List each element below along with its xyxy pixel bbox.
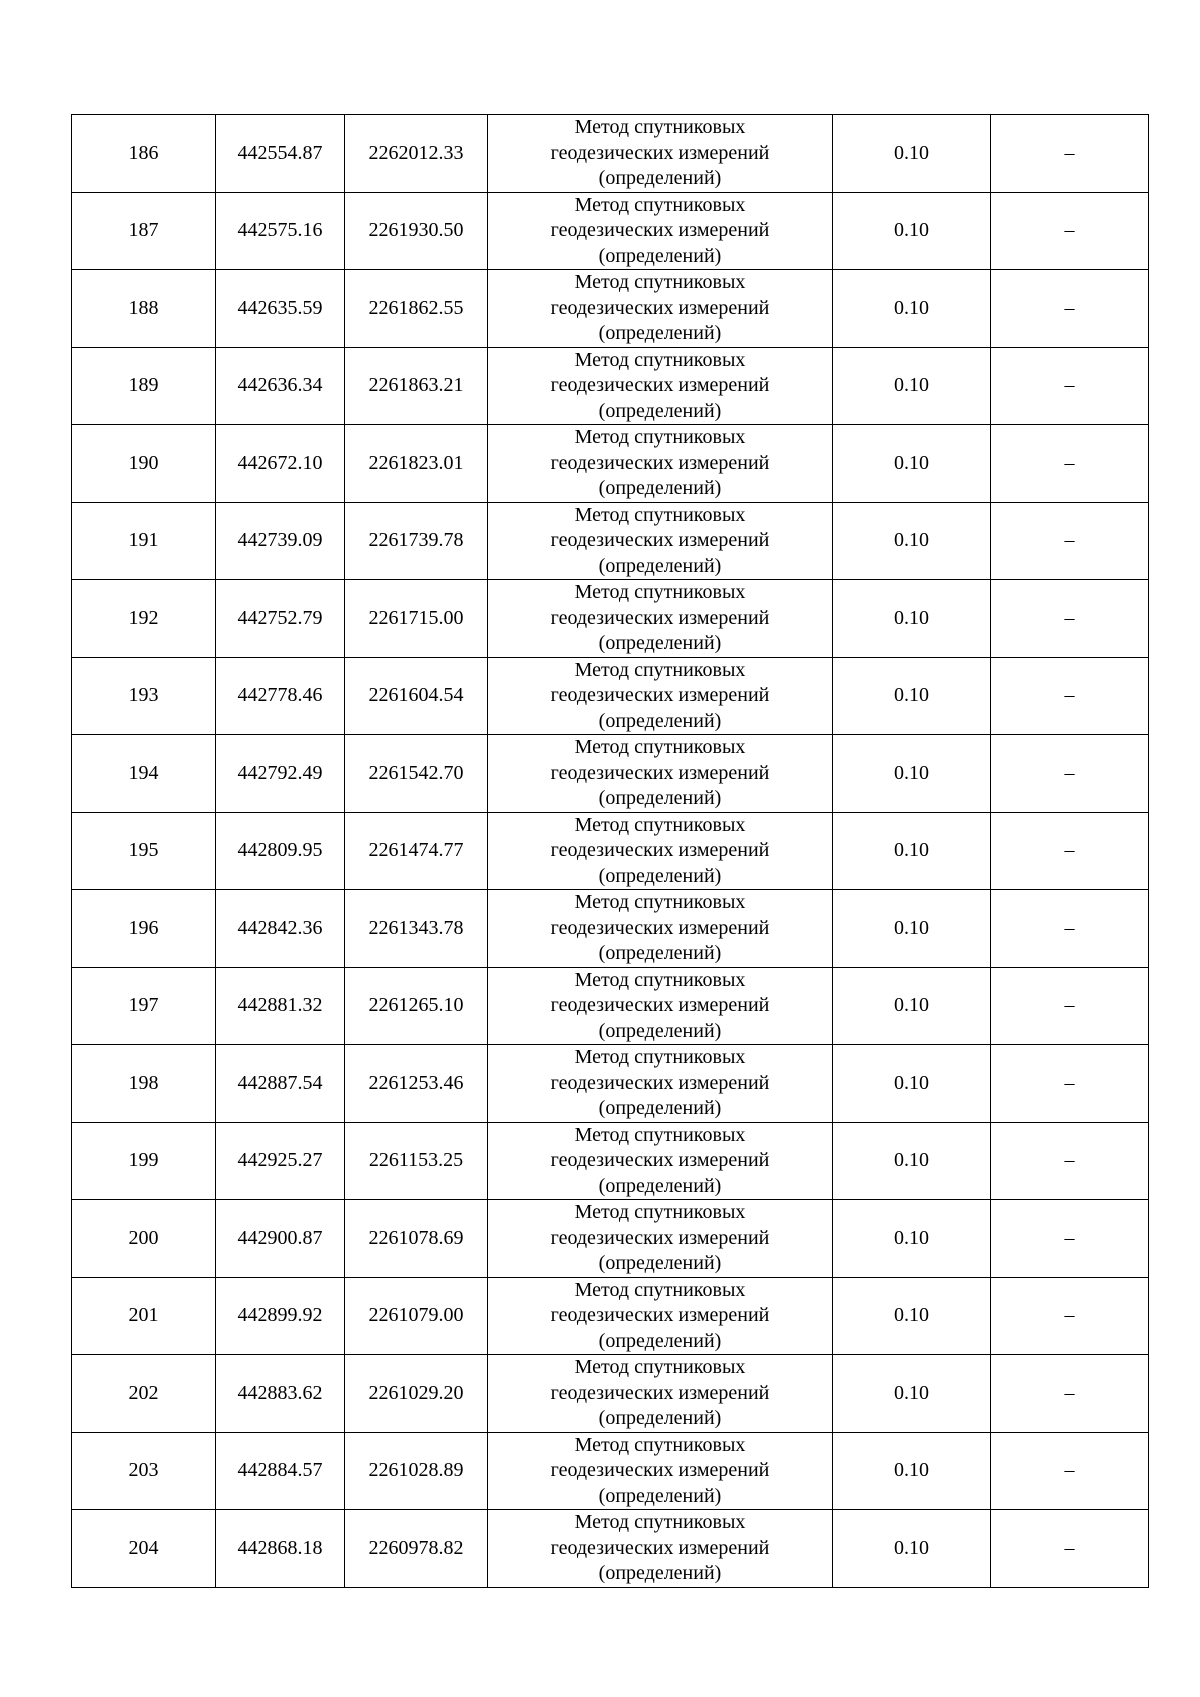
method-text-line: Метод спутниковых — [574, 193, 746, 216]
x-coordinate-cell: 442752.79 — [216, 580, 345, 658]
method-text-line: (определений) — [598, 1562, 722, 1584]
method-cell — [488, 1200, 833, 1278]
method-text-line: геодезических измерений — [550, 916, 770, 939]
method-text-line: (определений) — [598, 709, 722, 732]
note-cell: – — [991, 1432, 1149, 1510]
table-row — [72, 1510, 1149, 1588]
point-number-cell: 194 — [72, 735, 216, 813]
note-cell: – — [991, 1510, 1149, 1588]
note-cell: – — [991, 1200, 1149, 1278]
table-row — [72, 115, 1149, 193]
method-text-line: геодезических измерений — [550, 1381, 770, 1404]
method-text-line: (определений) — [598, 1484, 722, 1507]
accuracy-cell: 0.10 — [833, 1200, 991, 1278]
accuracy-cell: 0.10 — [833, 735, 991, 813]
method-text-line: Метод спутниковых — [574, 1123, 746, 1146]
point-number-cell: 200 — [72, 1200, 216, 1278]
method-text-line: геодезических измерений — [550, 1071, 770, 1094]
method-text-line: Метод спутниковых — [574, 891, 746, 913]
accuracy-cell: 0.10 — [833, 115, 991, 193]
note-cell: – — [991, 192, 1149, 270]
table-row — [72, 967, 1149, 1045]
method-text-line: (определений) — [598, 477, 722, 499]
point-number-cell: 189 — [72, 347, 216, 425]
table-row — [72, 580, 1149, 658]
method-cell — [488, 425, 833, 503]
table-row — [72, 812, 1149, 890]
method-text-line: (определений) — [598, 1252, 722, 1274]
x-coordinate-cell: 442925.27 — [216, 1122, 345, 1200]
point-number-cell: 198 — [72, 1045, 216, 1123]
table-row — [72, 270, 1149, 348]
method-text-line: (определений) — [598, 322, 722, 344]
method-cell — [488, 735, 833, 813]
x-coordinate-cell: 442575.16 — [216, 192, 345, 270]
method-cell — [488, 192, 833, 270]
accuracy-cell: 0.10 — [833, 890, 991, 968]
note-cell: – — [991, 890, 1149, 968]
y-coordinate-cell: 2261153.25 — [345, 1122, 488, 1200]
method-text-line: Метод спутниковых — [574, 813, 746, 836]
method-text-line: (определений) — [598, 1407, 722, 1429]
method-cell — [488, 1432, 833, 1510]
x-coordinate-cell: 442809.95 — [216, 812, 345, 890]
accuracy-cell: 0.10 — [833, 502, 991, 580]
method-text-line: Метод спутниковых — [574, 581, 746, 603]
method-text-line: (определений) — [598, 864, 722, 887]
accuracy-cell: 0.10 — [833, 1510, 991, 1588]
method-text-line: геодезических измерений — [550, 529, 770, 551]
accuracy-cell: 0.10 — [833, 1355, 991, 1433]
table-row — [72, 657, 1149, 735]
method-text-line: Метод спутниковых — [574, 1046, 746, 1068]
y-coordinate-cell: 2261604.54 — [345, 657, 488, 735]
x-coordinate-cell: 442868.18 — [216, 1510, 345, 1588]
note-cell: – — [991, 347, 1149, 425]
method-text-line: геодезических измерений — [550, 219, 770, 241]
note-cell: – — [991, 580, 1149, 658]
note-cell: – — [991, 967, 1149, 1045]
method-cell — [488, 347, 833, 425]
accuracy-cell: 0.10 — [833, 347, 991, 425]
method-cell — [488, 270, 833, 348]
x-coordinate-cell: 442672.10 — [216, 425, 345, 503]
table-row — [72, 1122, 1149, 1200]
accuracy-cell: 0.10 — [833, 1432, 991, 1510]
method-cell — [488, 890, 833, 968]
method-cell — [488, 580, 833, 658]
method-text-line: геодезических измерений — [550, 1226, 770, 1249]
note-cell: – — [991, 1355, 1149, 1433]
method-text-line: Метод спутниковых — [574, 348, 746, 371]
x-coordinate-cell: 442899.92 — [216, 1277, 345, 1355]
accuracy-cell: 0.10 — [833, 580, 991, 658]
table-row — [72, 1355, 1149, 1433]
y-coordinate-cell: 2261265.10 — [345, 967, 488, 1045]
y-coordinate-cell: 2261343.78 — [345, 890, 488, 968]
table-row — [72, 890, 1149, 968]
y-coordinate-cell: 2261542.70 — [345, 735, 488, 813]
y-coordinate-cell: 2261079.00 — [345, 1277, 488, 1355]
method-text-line: (определений) — [598, 787, 722, 809]
note-cell: – — [991, 1045, 1149, 1123]
method-text-line: геодезических измерений — [550, 296, 770, 319]
point-number-cell: 196 — [72, 890, 216, 968]
accuracy-cell: 0.10 — [833, 1277, 991, 1355]
method-text-line: (определений) — [598, 554, 722, 577]
accuracy-cell: 0.10 — [833, 425, 991, 503]
method-text-line: геодезических измерений — [550, 839, 770, 861]
coordinates-table-body — [72, 115, 1149, 1588]
method-cell — [488, 502, 833, 580]
method-text-line: Метод спутниковых — [574, 968, 746, 991]
accuracy-cell: 0.10 — [833, 270, 991, 348]
point-number-cell: 187 — [72, 192, 216, 270]
point-number-cell: 188 — [72, 270, 216, 348]
note-cell: – — [991, 657, 1149, 735]
table-row — [72, 347, 1149, 425]
point-number-cell: 201 — [72, 1277, 216, 1355]
y-coordinate-cell: 2261823.01 — [345, 425, 488, 503]
method-text-line: геодезических измерений — [550, 451, 770, 474]
method-text-line: Метод спутниковых — [574, 1433, 746, 1456]
y-coordinate-cell: 2261078.69 — [345, 1200, 488, 1278]
y-coordinate-cell: 2261029.20 — [345, 1355, 488, 1433]
y-coordinate-cell: 2261862.55 — [345, 270, 488, 348]
y-coordinate-cell: 2261474.77 — [345, 812, 488, 890]
method-text-line: (определений) — [598, 1329, 722, 1352]
method-text-line: (определений) — [598, 632, 722, 654]
table-row — [72, 735, 1149, 813]
x-coordinate-cell: 442554.87 — [216, 115, 345, 193]
method-cell — [488, 1510, 833, 1588]
method-text-line: Метод спутниковых — [574, 1356, 746, 1378]
y-coordinate-cell: 2261863.21 — [345, 347, 488, 425]
point-number-cell: 204 — [72, 1510, 216, 1588]
method-text-line: геодезических измерений — [550, 606, 770, 629]
method-cell — [488, 1122, 833, 1200]
note-cell: – — [991, 425, 1149, 503]
y-coordinate-cell: 2261715.00 — [345, 580, 488, 658]
accuracy-cell: 0.10 — [833, 1122, 991, 1200]
method-text-line: Метод спутниковых — [574, 1201, 746, 1223]
note-cell: – — [991, 502, 1149, 580]
point-number-cell: 203 — [72, 1432, 216, 1510]
table-row — [72, 192, 1149, 270]
note-cell: – — [991, 270, 1149, 348]
y-coordinate-cell: 2260978.82 — [345, 1510, 488, 1588]
accuracy-cell: 0.10 — [833, 192, 991, 270]
method-text-line: (определений) — [598, 399, 722, 422]
point-number-cell: 186 — [72, 115, 216, 193]
point-number-cell: 193 — [72, 657, 216, 735]
method-text-line: Метод спутниковых — [574, 116, 746, 138]
method-text-line: Метод спутниковых — [574, 271, 746, 293]
accuracy-cell: 0.10 — [833, 967, 991, 1045]
point-number-cell: 195 — [72, 812, 216, 890]
y-coordinate-cell: 2261739.78 — [345, 502, 488, 580]
coordinates-table — [71, 114, 1149, 1588]
method-cell — [488, 115, 833, 193]
note-cell: – — [991, 1277, 1149, 1355]
x-coordinate-cell: 442842.36 — [216, 890, 345, 968]
method-text-line: Метод спутниковых — [574, 1511, 746, 1533]
accuracy-cell: 0.10 — [833, 812, 991, 890]
x-coordinate-cell: 442792.49 — [216, 735, 345, 813]
point-number-cell: 197 — [72, 967, 216, 1045]
method-text-line: (определений) — [598, 1019, 722, 1042]
method-text-line: геодезических измерений — [550, 684, 770, 706]
table-row — [72, 425, 1149, 503]
y-coordinate-cell: 2262012.33 — [345, 115, 488, 193]
method-cell — [488, 967, 833, 1045]
method-text-line: геодезических измерений — [550, 1149, 770, 1171]
point-number-cell: 202 — [72, 1355, 216, 1433]
x-coordinate-cell: 442739.09 — [216, 502, 345, 580]
method-text-line: геодезических измерений — [550, 1536, 770, 1559]
table-row — [72, 1277, 1149, 1355]
method-text-line: геодезических измерений — [550, 1304, 770, 1326]
y-coordinate-cell: 2261028.89 — [345, 1432, 488, 1510]
method-cell — [488, 1355, 833, 1433]
table-row — [72, 502, 1149, 580]
y-coordinate-cell: 2261253.46 — [345, 1045, 488, 1123]
point-number-cell: 192 — [72, 580, 216, 658]
method-text-line: Метод спутниковых — [574, 1278, 746, 1301]
accuracy-cell: 0.10 — [833, 1045, 991, 1123]
point-number-cell: 190 — [72, 425, 216, 503]
x-coordinate-cell: 442900.87 — [216, 1200, 345, 1278]
point-number-cell: 191 — [72, 502, 216, 580]
x-coordinate-cell: 442636.34 — [216, 347, 345, 425]
method-text-line: Метод спутниковых — [574, 426, 746, 448]
table-row — [72, 1045, 1149, 1123]
x-coordinate-cell: 442887.54 — [216, 1045, 345, 1123]
method-text-line: (определений) — [598, 167, 722, 189]
accuracy-cell: 0.10 — [833, 657, 991, 735]
method-text-line: (определений) — [598, 244, 722, 267]
x-coordinate-cell: 442884.57 — [216, 1432, 345, 1510]
table-row — [72, 1200, 1149, 1278]
x-coordinate-cell: 442778.46 — [216, 657, 345, 735]
x-coordinate-cell: 442881.32 — [216, 967, 345, 1045]
method-text-line: (определений) — [598, 1097, 722, 1119]
method-cell — [488, 657, 833, 735]
table-row — [72, 1432, 1149, 1510]
method-text-line: геодезических измерений — [550, 1459, 770, 1481]
x-coordinate-cell: 442883.62 — [216, 1355, 345, 1433]
method-text-line: геодезических измерений — [550, 141, 770, 164]
method-text-line: Метод спутниковых — [574, 736, 746, 758]
method-cell — [488, 812, 833, 890]
x-coordinate-cell: 442635.59 — [216, 270, 345, 348]
note-cell: – — [991, 812, 1149, 890]
y-coordinate-cell: 2261930.50 — [345, 192, 488, 270]
method-cell — [488, 1277, 833, 1355]
method-cell — [488, 1045, 833, 1123]
point-number-cell: 199 — [72, 1122, 216, 1200]
note-cell: – — [991, 115, 1149, 193]
method-text-line: геодезических измерений — [550, 994, 770, 1016]
method-text-line: Метод спутниковых — [574, 503, 746, 526]
method-text-line: (определений) — [598, 1174, 722, 1197]
note-cell: – — [991, 1122, 1149, 1200]
method-text-line: (определений) — [598, 942, 722, 964]
note-cell: – — [991, 735, 1149, 813]
method-text-line: геодезических измерений — [550, 374, 770, 396]
method-text-line: Метод спутниковых — [574, 658, 746, 681]
method-text-line: геодезических измерений — [550, 761, 770, 784]
